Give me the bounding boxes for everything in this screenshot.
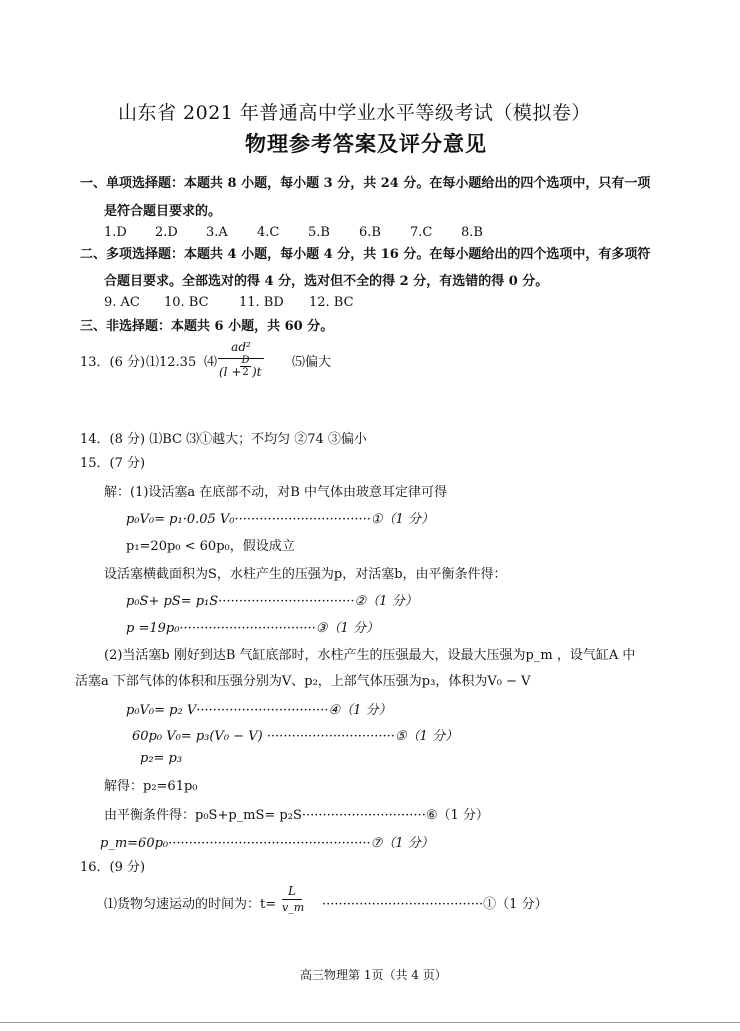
page-subtitle: 物理参考答案及评分意见 (245, 131, 487, 156)
q13-part5: ⑸偏大 (292, 355, 332, 370)
q13-formula-denominator (218, 355, 264, 391)
q15-line-14: p_m=60p₀·················································⑦（1 分） (100, 836, 434, 851)
q15-line-11: p₂= p₃ (140, 751, 183, 766)
answer-1: 1.D (104, 225, 127, 240)
q13-den-frac (240, 355, 251, 378)
section3-heading: 三、非选择题：本题共 6 小题，共 60 分。 (80, 319, 334, 334)
q13-den-b: )t (252, 365, 262, 379)
section1-answers (104, 225, 483, 240)
q15-line-10: 60p₀ V₀= p₃(V₀ − V) ·······························⑤（1 分） (132, 729, 458, 744)
q13-formula-numerator: ad² (231, 340, 251, 354)
q16-label: 16．(9 分) (80, 860, 146, 875)
answer-8: 8.B (461, 225, 483, 240)
exam-title: 山东省 2021 年普通高中学业水平等级考试（模拟卷） (118, 102, 591, 124)
q15-line-2: p₀V₀= p₁·0.05 V₀·································①（1 分） (126, 512, 434, 527)
fraction-bar (282, 899, 302, 900)
q13-formula (218, 340, 264, 391)
q15-line-1: 解：(1)设活塞a 在底部不动，对B 中气体由玻意耳定律可得 (104, 485, 447, 500)
q13-den-frac-num: D (241, 355, 250, 366)
q15-line-9: p₀V₀= p₂ V································④（1 分） (126, 703, 392, 718)
answer-9: 9. AC (104, 295, 140, 310)
q15-label: 15．(7 分) (80, 456, 146, 471)
q13-part1: ⑴12.35 (146, 355, 197, 370)
q13-label: 13．(6 分) (80, 355, 146, 370)
q15-line-7: (2)当活塞b 刚好到达B 气缸底部时，水柱产生的压强最大，设最大压强为p_m ，设气缸A 中 (104, 648, 636, 663)
q15-line-5: p₀S+ pS= p₁S·································②（1 分） (126, 594, 418, 609)
bottom-divider (0, 1022, 740, 1023)
answer-11: 11. BD (239, 295, 284, 310)
q15-line-6: p =19p₀·································③（1 分） (126, 621, 379, 636)
q13-den-a: (l + (219, 365, 242, 379)
q16-part1-text: ⑴货物匀速运动的时间为：t= (104, 897, 277, 912)
section1-heading-cont: 是符合题目要求的。 (104, 204, 222, 219)
q13-part4-label: ⑷ (204, 355, 218, 370)
q15-line-4: 设活塞横截面积为S，水柱产生的压强为p，对活塞b，由平衡条件得： (104, 567, 507, 582)
answer-10: 10. BC (164, 295, 209, 310)
q14-answer: 14．(8 分) ⑴BC ⑶①越大；不均匀 ②74 ③偏小 (80, 432, 367, 447)
q15-line-3: p₁=20p₀ < 60p₀，假设成立 (126, 539, 295, 554)
answer-7: 7.C (410, 225, 433, 240)
answer-2: 2.D (155, 225, 178, 240)
q16-fraction-numerator: L (288, 884, 296, 898)
answer-5: 5.B (308, 225, 330, 240)
section2-answers (104, 295, 354, 310)
q16-fraction (282, 884, 305, 914)
q16-part1-score: ·······································①（1 分） (322, 897, 548, 912)
section2-heading-cont: 合题目要求。全部选对的得 4 分，选对但不全的得 2 分，有选错的得 0 分。 (104, 274, 549, 289)
answer-12: 12. BC (309, 295, 354, 310)
q13-den-frac-den: 2 (242, 367, 249, 378)
answer-6: 6.B (359, 225, 381, 240)
section2-heading: 二、多项选择题：本题共 4 小题，每小题 4 分，共 16 分。在每小题给出的四个选项中，有多项符 (80, 247, 651, 262)
q15-line-8: 活塞a 下部气体的体积和压强分别为V、p₂，上部气体压强为p₃，体积为V₀ − V (75, 674, 531, 689)
answer-3: 3.A (206, 225, 228, 240)
q15-line-12: 解得：p₂=61p₀ (104, 779, 198, 794)
section1-heading: 一、单项选择题：本题共 8 小题，每小题 3 分，共 24 分。在每小题给出的四个选项中，只有一项 (80, 176, 651, 191)
q15-line-13: 由平衡条件得：p₀S+p_mS= p₂S······························⑥（1 分） (104, 808, 489, 823)
page-footer: 高三物理第 1页（共 4 页） (300, 968, 447, 982)
answer-4: 4.C (257, 225, 280, 240)
q16-fraction-denominator: v_m (282, 901, 305, 914)
